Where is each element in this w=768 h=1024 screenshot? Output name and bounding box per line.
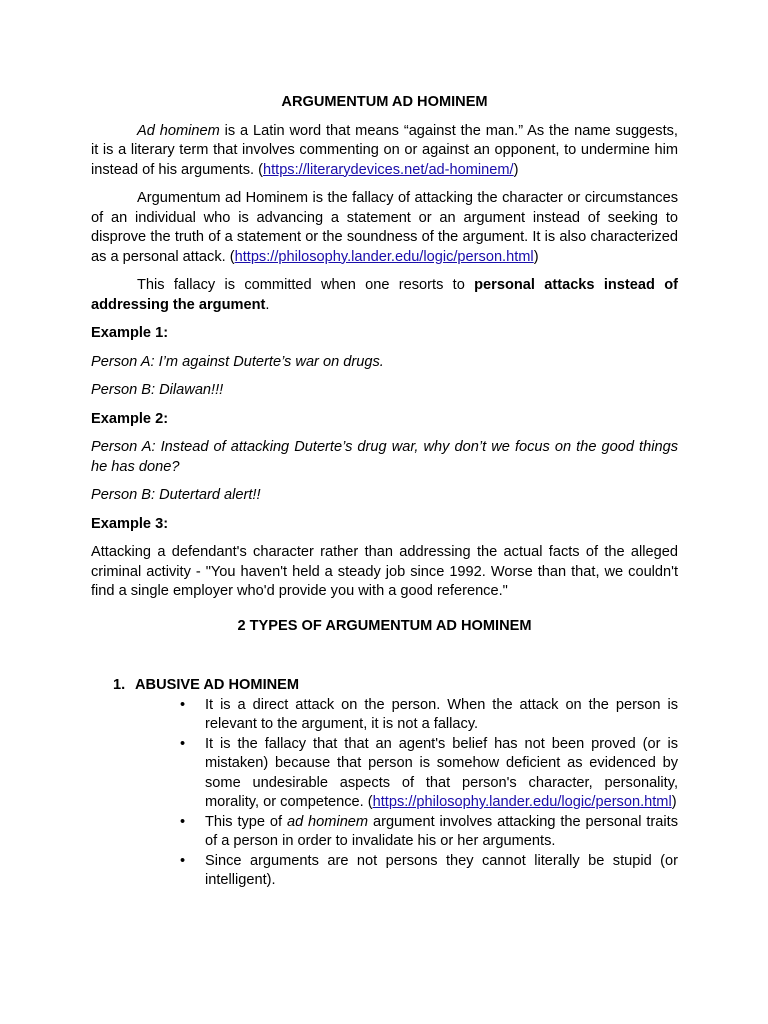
- list-item: [180, 852, 678, 891]
- example-2-label: Example 2:: [91, 410, 169, 427]
- bullet-text-continued: argument involves attacking the personal traits of a person in order to invalidate his or her arguments.: [205, 813, 679, 849]
- italic-term: Ad hominem: [137, 122, 220, 139]
- source-link-literarydevices[interactable]: https://literarydevices.net/ad-hominem/: [262, 161, 514, 178]
- example-1-line-a: Person A: I’m against Duterte’s war on drugs.: [91, 353, 384, 370]
- bullet-text: It is a direct attack on the person. When the attack on the person is relevant to the argument, it is not a fallacy.: [205, 696, 678, 732]
- bullet-text: This type of: [205, 813, 287, 830]
- paragraph-text: is a Latin word that means “against the man.” As the name suggests, it is a literary term that involves commenting on or against an opponent, to undermine him instead of his arguments. (: [91, 122, 678, 178]
- document-page: [91, 93, 678, 891]
- bullet-icon: •: [180, 735, 186, 752]
- list-item: [180, 735, 678, 813]
- paragraph-end: ): [533, 248, 539, 265]
- paragraph-text: This fallacy is committed when one resorts to: [137, 277, 475, 293]
- example-1-label: Example 1:: [91, 325, 169, 341]
- type-1-number: 1.: [113, 677, 126, 693]
- paragraph-committed: [91, 276, 678, 315]
- list-item: [180, 813, 679, 852]
- example-3-text: Attacking a defendant's character rather than addressing the actual facts of the alleged criminal activity - "You haven't held a steady job since 1992. Worse than that, we couldn't find a single employer who'd provide you with a good reference.": [91, 544, 678, 599]
- type-1-title: ABUSIVE AD HOMINEM: [135, 677, 300, 693]
- bullet-text: Since arguments are not persons they cannot literally be stupid (or intelligent).: [205, 852, 678, 888]
- example-2-line-a: Person A: Instead of attacking Duterte’s drug war, why don’t we focus on the good things he has done?: [91, 439, 678, 475]
- italic-term: ad hominem: [286, 813, 369, 830]
- bullet-end: ): [671, 794, 677, 810]
- type-1-bullet-list: [91, 696, 678, 891]
- bold-emphasis: personal attacks instead of addressing the argument: [91, 277, 678, 313]
- types-section-title: 2 TYPES OF ARGUMENTUM AD HOMINEM: [237, 617, 532, 634]
- example-1-line-b: Person B: Dilawan!!!: [91, 382, 224, 398]
- type-1-heading: [113, 676, 678, 696]
- source-link-philosophy[interactable]: https://philosophy.lander.edu/logic/person.html: [234, 248, 534, 265]
- paragraph-end: ): [513, 161, 519, 178]
- document-title: ARGUMENTUM AD HOMINEM: [281, 94, 488, 110]
- example-3-label: Example 3:: [91, 515, 169, 532]
- paragraph-fallacy: [91, 189, 678, 267]
- example-2-line-b: Person B: Dutertard alert!!: [91, 487, 261, 503]
- bullet-text: It is the fallacy that that an agent's belief has not been proved (or is mistaken) because that person is somehow deficient as evidenced by some undesirable aspects of that person's character, personality, morality, or competence. (: [205, 735, 678, 810]
- paragraph-end: .: [265, 296, 270, 313]
- list-item: [180, 696, 678, 735]
- bullet-icon: •: [180, 696, 186, 713]
- bullet-icon: •: [180, 813, 186, 830]
- source-link-philosophy[interactable]: https://philosophy.lander.edu/logic/person.html: [372, 794, 672, 810]
- paragraph-definition: [91, 122, 678, 181]
- paragraph-text: Argumentum ad Hominem is the fallacy of attacking the character or circumstances of an individual who is advancing a statement or an argument instead of seeking to disprove the truth of a statement or the soundness of the argument. It is also characterized as a personal attack. (: [91, 190, 678, 265]
- bullet-icon: •: [180, 852, 186, 869]
